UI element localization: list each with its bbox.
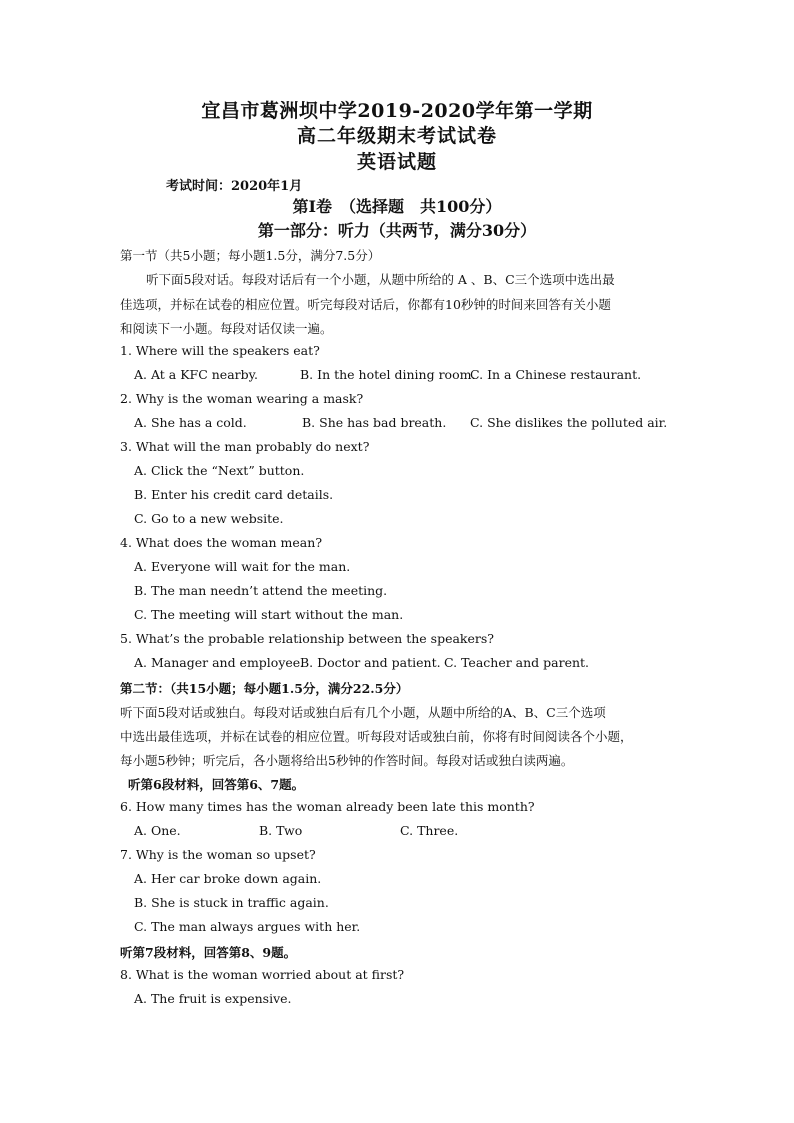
section2-heading: 第二节：（共15小题；每小题1.5分，满分22.5分） — [120, 681, 409, 696]
question-2-option-c: C. She dislikes the polluted air. — [470, 415, 668, 430]
question-6-option-c: C. Three. — [400, 823, 459, 838]
question-1-option-b: B. In the hotel dining room. — [300, 367, 476, 382]
question-1-stem: 1. Where will the speakers eat? — [120, 343, 320, 358]
section2-instructions-line2: 中选出最佳选项，并标在试卷的相应位置。听每段对话或独白前，你将有时间阅读各个小题， — [120, 729, 633, 744]
question-4-stem: 4. What does the woman mean? — [120, 535, 323, 550]
exam-time: 考试时间：2020年1月 — [166, 179, 303, 194]
question-8-stem: 8. What is the woman worried about at first? — [120, 967, 405, 982]
question-4-option-b: B. The man needn’t attend the meeting. — [134, 583, 388, 598]
volume-heading: 第Ⅰ卷 （选择题 共100分） — [292, 197, 502, 216]
question-1-option-c: C. In a Chinese restaurant. — [470, 367, 642, 382]
question-2-stem: 2. Why is the woman wearing a mask? — [120, 391, 364, 406]
question-3-option-b: B. Enter his credit card details. — [134, 487, 334, 502]
question-4-option-c: C. The meeting will start without the man. — [134, 607, 404, 622]
section2-instructions-line3: 每小题5秒钟；听完后，各小题将给出5秒钟的作答时间。每段对话或独白读两遍。 — [120, 753, 574, 768]
exam-title-school: 宜昌市葛洲坝中学2019-2020学年第一学期 — [201, 100, 593, 122]
question-6-option-b: B. Two — [259, 823, 303, 838]
exam-title-subject: 英语试题 — [356, 151, 437, 173]
question-3-option-c: C. Go to a new website. — [134, 511, 284, 526]
material-6-note: 听第6段材料，回答第6、7题。 — [128, 777, 305, 792]
section1-instructions-line1: 听下面5段对话。每段对话后有一个小题，从题中所给的 A 、B、C三个选项中选出最 — [146, 272, 615, 287]
question-3-stem: 3. What will the man probably do next? — [120, 439, 370, 454]
question-5-option-a: A. Manager and employee. — [134, 655, 305, 670]
question-6-option-a: A. One. — [134, 823, 181, 838]
question-1-option-a: A. At a KFC nearby. — [134, 367, 259, 382]
question-5-option-c: C. Teacher and parent. — [444, 655, 590, 670]
question-2-option-a: A. She has a cold. — [134, 415, 247, 430]
question-5-option-b: B. Doctor and patient. — [300, 655, 441, 670]
question-8-option-a: A. The fruit is expensive. — [134, 991, 292, 1006]
question-4-option-a: A. Everyone will wait for the man. — [134, 559, 351, 574]
section1-instructions-line2: 佳选项，并标在试卷的相应位置。听完每段对话后，你都有10秒钟的时间来回答有关小题 — [120, 297, 611, 312]
question-7-option-a: A. Her car broke down again. — [134, 871, 322, 886]
question-7-option-b: B. She is stuck in traffic again. — [134, 895, 329, 910]
question-6-stem: 6. How many times has the woman already been late this month? — [120, 799, 535, 814]
material-7-note: 听第7段材料，回答第8、9题。 — [120, 945, 297, 960]
question-5-stem: 5. What’s the probable relationship between the speakers? — [120, 631, 494, 646]
part-heading: 第一部分：听力（共两节，满分30分） — [257, 221, 537, 240]
question-3-option-a: A. Click the “Next” button. — [134, 463, 305, 478]
question-7-stem: 7. Why is the woman so upset? — [120, 847, 316, 862]
question-7-option-c: C. The man always argues with her. — [134, 919, 361, 934]
section1-instructions-line3: 和阅读下一小题。每段对话仅读一遍。 — [120, 321, 333, 336]
question-2-option-b: B. She has bad breath. — [302, 415, 447, 430]
section2-instructions-line1: 听下面5段对话或独白。每段对话或独白后有几个小题，从题中所给的A、B、C三个选项 — [120, 705, 606, 720]
exam-title-grade: 高二年级期末考试试卷 — [296, 125, 497, 147]
section1-heading: 第一节（共5小题；每小题1.5分，满分7.5分） — [120, 248, 381, 263]
